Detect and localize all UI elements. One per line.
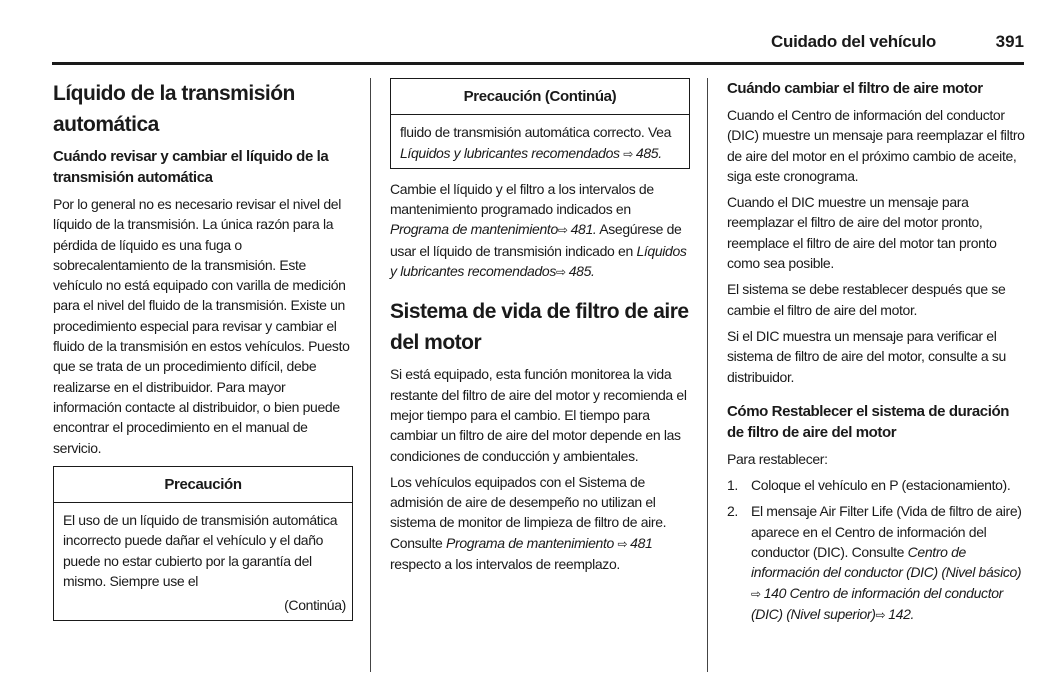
cross-reference-link[interactable]: Centro de información del conductor (DIC) (Nivel superior) <box>751 584 1003 622</box>
subheading: Cuándo revisar y cambiar el líquido de la transmisión automática <box>53 148 329 186</box>
paragraph-text: Los vehículos equipados con el Sistema de admisión de aire de desempeño no utilizan el sistema de monitor de limpieza de filtro de aire. Consulte <box>390 473 667 551</box>
paragraph: Para restablecer: <box>727 450 828 467</box>
caution-text: fluido de transmisión automática correcto. Vea <box>400 124 672 141</box>
page-reference[interactable]: ⇨ 481 <box>617 535 652 551</box>
step-text: Coloque el vehículo en P (estacionamiento). <box>751 477 1011 494</box>
cross-reference-link[interactable]: Centro de información del conductor (DIC) (Nivel básico) <box>751 544 1022 581</box>
list-item <box>727 501 1027 625</box>
subheading: Cuándo cambiar el filtro de aire motor <box>727 80 983 97</box>
paragraph: El sistema se debe restablecer después que se cambie el filtro de aire del motor. <box>727 281 1006 318</box>
steps-list <box>727 475 1027 625</box>
paragraph-text: Asegúrese de usar el líquido de transmisión indicado en <box>390 221 682 259</box>
caution-body <box>391 115 689 168</box>
paragraph: Cuando el DIC muestre un mensaje para reemplazar el filtro de aire del motor pronto, reemplace el filtro de aire del motor tan pronto como sea posible. <box>727 194 997 272</box>
cross-reference-link[interactable]: Líquidos y lubricantes recomendados <box>390 242 687 280</box>
column-divider <box>370 78 371 672</box>
page-number: 391 <box>995 32 1024 51</box>
paragraph: Si el DIC muestra un mensaje para verificar el sistema de filtro de aire del motor, consulte a su distribuidor. <box>727 327 1006 385</box>
header-rule <box>52 62 1024 65</box>
cross-reference-link[interactable]: Programa de mantenimiento <box>390 221 558 238</box>
list-item <box>727 475 1027 495</box>
caution-title: Precaución (Continúa) <box>391 79 689 115</box>
section-heading: Sistema de vida de filtro de aire del motor <box>390 300 689 355</box>
paragraph-text: respecto a los intervalos de reemplazo. <box>390 556 620 573</box>
step-number: 2. <box>727 503 738 520</box>
page-reference[interactable]: ⇨ 481. <box>558 221 597 237</box>
page-header <box>0 28 1054 64</box>
step-text: El mensaje Air Filter Life (Vida de filtro de aire) aparece en el Centro de información del conductor (DIC). Consulte <box>751 503 1022 561</box>
column-left <box>53 78 353 631</box>
paragraph: Cuando el Centro de información del conductor (DIC) muestre un mensaje para reemplazar el filtro de aire del motor en el próximo cambio de aceite, siga este cronograma. <box>727 107 1025 184</box>
caution-title: Precaución <box>54 467 352 503</box>
caution-body: El uso de un líquido de transmisión automática incorrecto puede dañar el vehículo y el daño puede no estar cubierto por la garantía del mismo. Siempre use el <box>63 512 338 590</box>
paragraph <box>390 179 690 282</box>
paragraph: Si está equipado, esta función monitorea la vida restante del filtro de aire del motor y recomienda el mejor tiempo para el cambio. El tiempo para cambiar un filtro de aire del motor depende en las condiciones de conducción y ambientales. <box>390 366 687 464</box>
page-reference[interactable]: ⇨ 485. <box>623 145 662 161</box>
page-reference[interactable]: ⇨ 485. <box>556 263 595 279</box>
caution-box <box>53 466 353 621</box>
paragraph-text: Cambie el líquido y el filtro a los intervalos de mantenimiento programado indicados en <box>390 180 654 218</box>
column-divider <box>707 78 708 672</box>
page-reference[interactable]: ⇨ 140 <box>751 585 786 601</box>
section-heading: Líquido de la transmisión automática <box>53 82 295 136</box>
cross-reference-link[interactable]: Programa de mantenimiento <box>446 534 614 551</box>
page-reference[interactable]: ⇨ 142. <box>876 606 915 622</box>
section-title: Cuidado del vehículo <box>771 32 936 51</box>
caution-continued: (Continúa) <box>284 597 346 614</box>
caution-box-continued <box>390 78 690 169</box>
paragraph <box>390 472 690 574</box>
column-middle <box>390 78 690 580</box>
subheading: Cómo Restablecer el sistema de duración de filtro de aire del motor <box>727 402 1010 441</box>
paragraph: Por lo general no es necesario revisar el nivel del líquido de la transmisión. La única razón para la pérdida de líquido es una fuga o sobrecalentamiento de la transmisión. Este vehículo no está equipado con varilla de medición para el nivel del fluido de la transmisión. Existe un procedimiento especial para revisar y cambiar el fluido de la transmisión en estos vehículos. Puesto que se trata de un procedimiento difícil, debe realizarse en el distribuidor. Para mayor información contacte al distribuidor, o bien puede encontrar el procedimiento en el manual de servicio. <box>53 196 350 456</box>
column-right <box>727 78 1027 631</box>
step-number: 1. <box>727 477 738 494</box>
cross-reference-link[interactable]: Líquidos y lubricantes recomendados <box>400 144 620 161</box>
